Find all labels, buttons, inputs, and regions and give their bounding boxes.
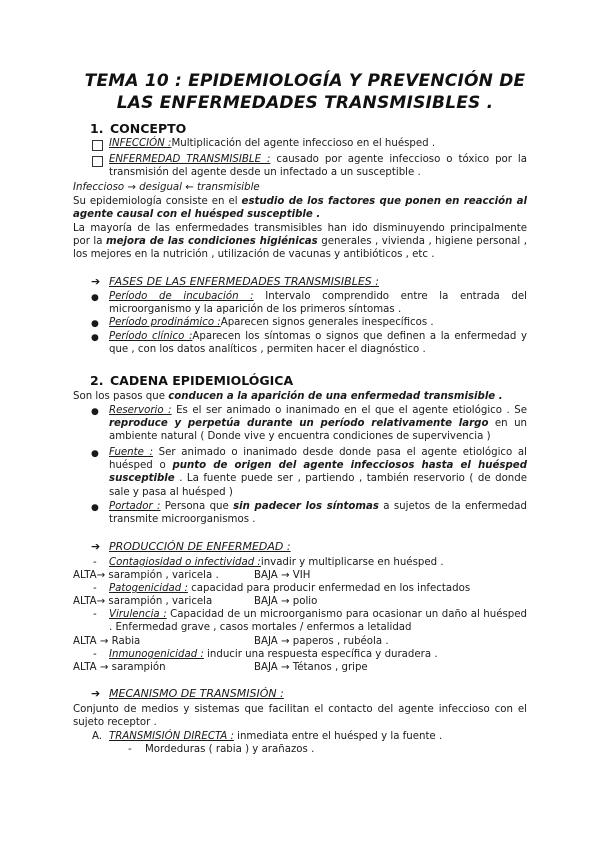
prod-row2-alta: ALTA→ sarampión , varicela <box>73 596 213 607</box>
mecanismo-intro: Conjunto de medios y sistemas que facilitan el contacto del agente infeccioso con el sujeto receptor . <box>73 704 527 729</box>
bullet-icon: ● <box>91 503 99 513</box>
heading-fases: FASES DE LAS ENFERMEDADES TRANSMISIBLES : <box>109 275 379 288</box>
cadena-intro: Son los pasos que conducen a la aparición de una enfermedad transmisible . <box>73 391 503 402</box>
bullet-icon: ● <box>91 333 99 343</box>
dash-marker: - <box>93 583 97 594</box>
dash-marker: - <box>93 557 97 568</box>
arrow-icon: ➔ <box>91 275 101 288</box>
bullet-icon: ● <box>91 319 99 329</box>
prod-row3-alta: ALTA → Rabia <box>73 636 141 647</box>
prod-row4-baja: BAJA → Tétanos , gripe <box>254 662 368 673</box>
arrow-icon: ➔ <box>91 687 101 700</box>
prod-row1-alta: ALTA→ sarampión , varicela . <box>73 570 219 581</box>
heading-mecanismo: MECANISMO DE TRANSMISIÓN : <box>109 687 284 700</box>
prod-row3-baja: BAJA → paperos , rubéola . <box>254 636 389 647</box>
prod-virulencia: Virulencia : Capacidad de un microorganismo para ocasionar un daño al huésped . Enfermedad grave , casos mortales / enfermos a letalidad <box>109 609 527 634</box>
arrow-icon: ➔ <box>91 540 101 553</box>
list-label-a: A. <box>92 731 103 742</box>
bullet-icon: ● <box>91 407 99 417</box>
prod-row1-baja: BAJA → VIH <box>254 570 311 581</box>
page-title: TEMA 10 : EPIDEMIOLOGÍA Y PREVENCIÓN DE LAS ENFERMEDADES TRANSMISIBLES . <box>84 71 526 113</box>
item-infeccion: INFECCIÓN :Multiplicación del agente infeccioso en el huésped . <box>109 138 436 149</box>
checkbox-icon <box>92 140 103 151</box>
prod-contagiosidad: Contagiosidad o infectividad :invadir y multiplicarse en huésped . <box>109 557 444 568</box>
section-heading-cadena: 2. CADENA EPIDEMIOLÓGICA <box>90 373 294 388</box>
mecanismo-sub-mordeduras: Mordeduras ( rabia ) y arañazos . <box>145 744 315 755</box>
bullet-icon: ● <box>91 449 99 459</box>
prod-row2-baja: BAJA → polio <box>254 596 318 607</box>
checkbox-icon <box>92 156 103 167</box>
cadena-portador: Portador : Persona que sin padecer los síntomas a sujetos de la enfermedad transmite microorganismos . <box>109 501 527 526</box>
prod-patogenicidad: Patogenicidad : capacidad para producir enfermedad en los infectados <box>109 583 471 594</box>
item-enfermedad-transmisible: ENFERMEDAD TRANSMISIBLE : causado por agente infeccioso o tóxico por la transmisión del agente desde un infectado a un susceptible . <box>109 154 527 179</box>
paragraph-epidemiologia: Su epidemiología consiste en el estudio de los factores que ponen en reacción al agente causal con el huésped susceptible . <box>73 196 527 221</box>
mecanismo-directa: TRANSMISIÓN DIRECTA : inmediata entre el huésped y la fuente . <box>109 731 443 742</box>
dash-marker: - <box>128 744 132 755</box>
bullet-icon: ● <box>91 293 99 303</box>
cadena-reservorio: Reservorio : Es el ser animado o inanimado en el que el agente etiológico . Se reproduce y perpetúa durante un período relativamente largo en un ambiente natural ( Donde vive y encuentra condiciones de supervivencia ) <box>109 405 527 443</box>
fase-prodinamico: Período prodinámico :Aparecen signos generales inespecíficos . <box>109 317 434 328</box>
fase-incubacion: Período de incubación : Intervalo comprendido entre la entrada del microorganismo y la aparición de los primeros síntomas . <box>109 291 527 316</box>
prod-row4-alta: ALTA → sarampión <box>73 662 166 673</box>
relation-line: Infeccioso → desigual ← transmisible <box>73 182 260 193</box>
dash-marker: - <box>93 649 97 660</box>
section-heading-concepto: 1. CONCEPTO <box>90 121 187 136</box>
heading-produccion: PRODUCCIÓN DE ENFERMEDAD : <box>109 540 291 553</box>
dash-marker: - <box>93 609 97 620</box>
cadena-fuente: Fuente : Ser animado o inanimado desde donde pasa el agente etiológico al huésped o punto de origen del agente infecciosos hasta el huésped susceptible . La fuente puede ser , partiendo , también reservorio ( de donde sale y pasa al huésped ) <box>109 447 527 498</box>
prod-inmunogenicidad: Inmunogenicidad : inducir una respuesta específica y duradera . <box>109 649 438 660</box>
fase-clinico: Período clínico :Aparecen los síntomas o signos que definen a la enfermedad y que , con los datos analíticos , permiten hacer el diagnóstico . <box>109 331 527 356</box>
paragraph-mayoria: La mayoría de las enfermedades transmisibles han ido disminuyendo principalmente por la mejora de las condiciones higiénicas generales , vivienda , higiene personal , los mejores en la nutrición , utilización de vacunas y antibióticos , etc . <box>73 223 527 261</box>
